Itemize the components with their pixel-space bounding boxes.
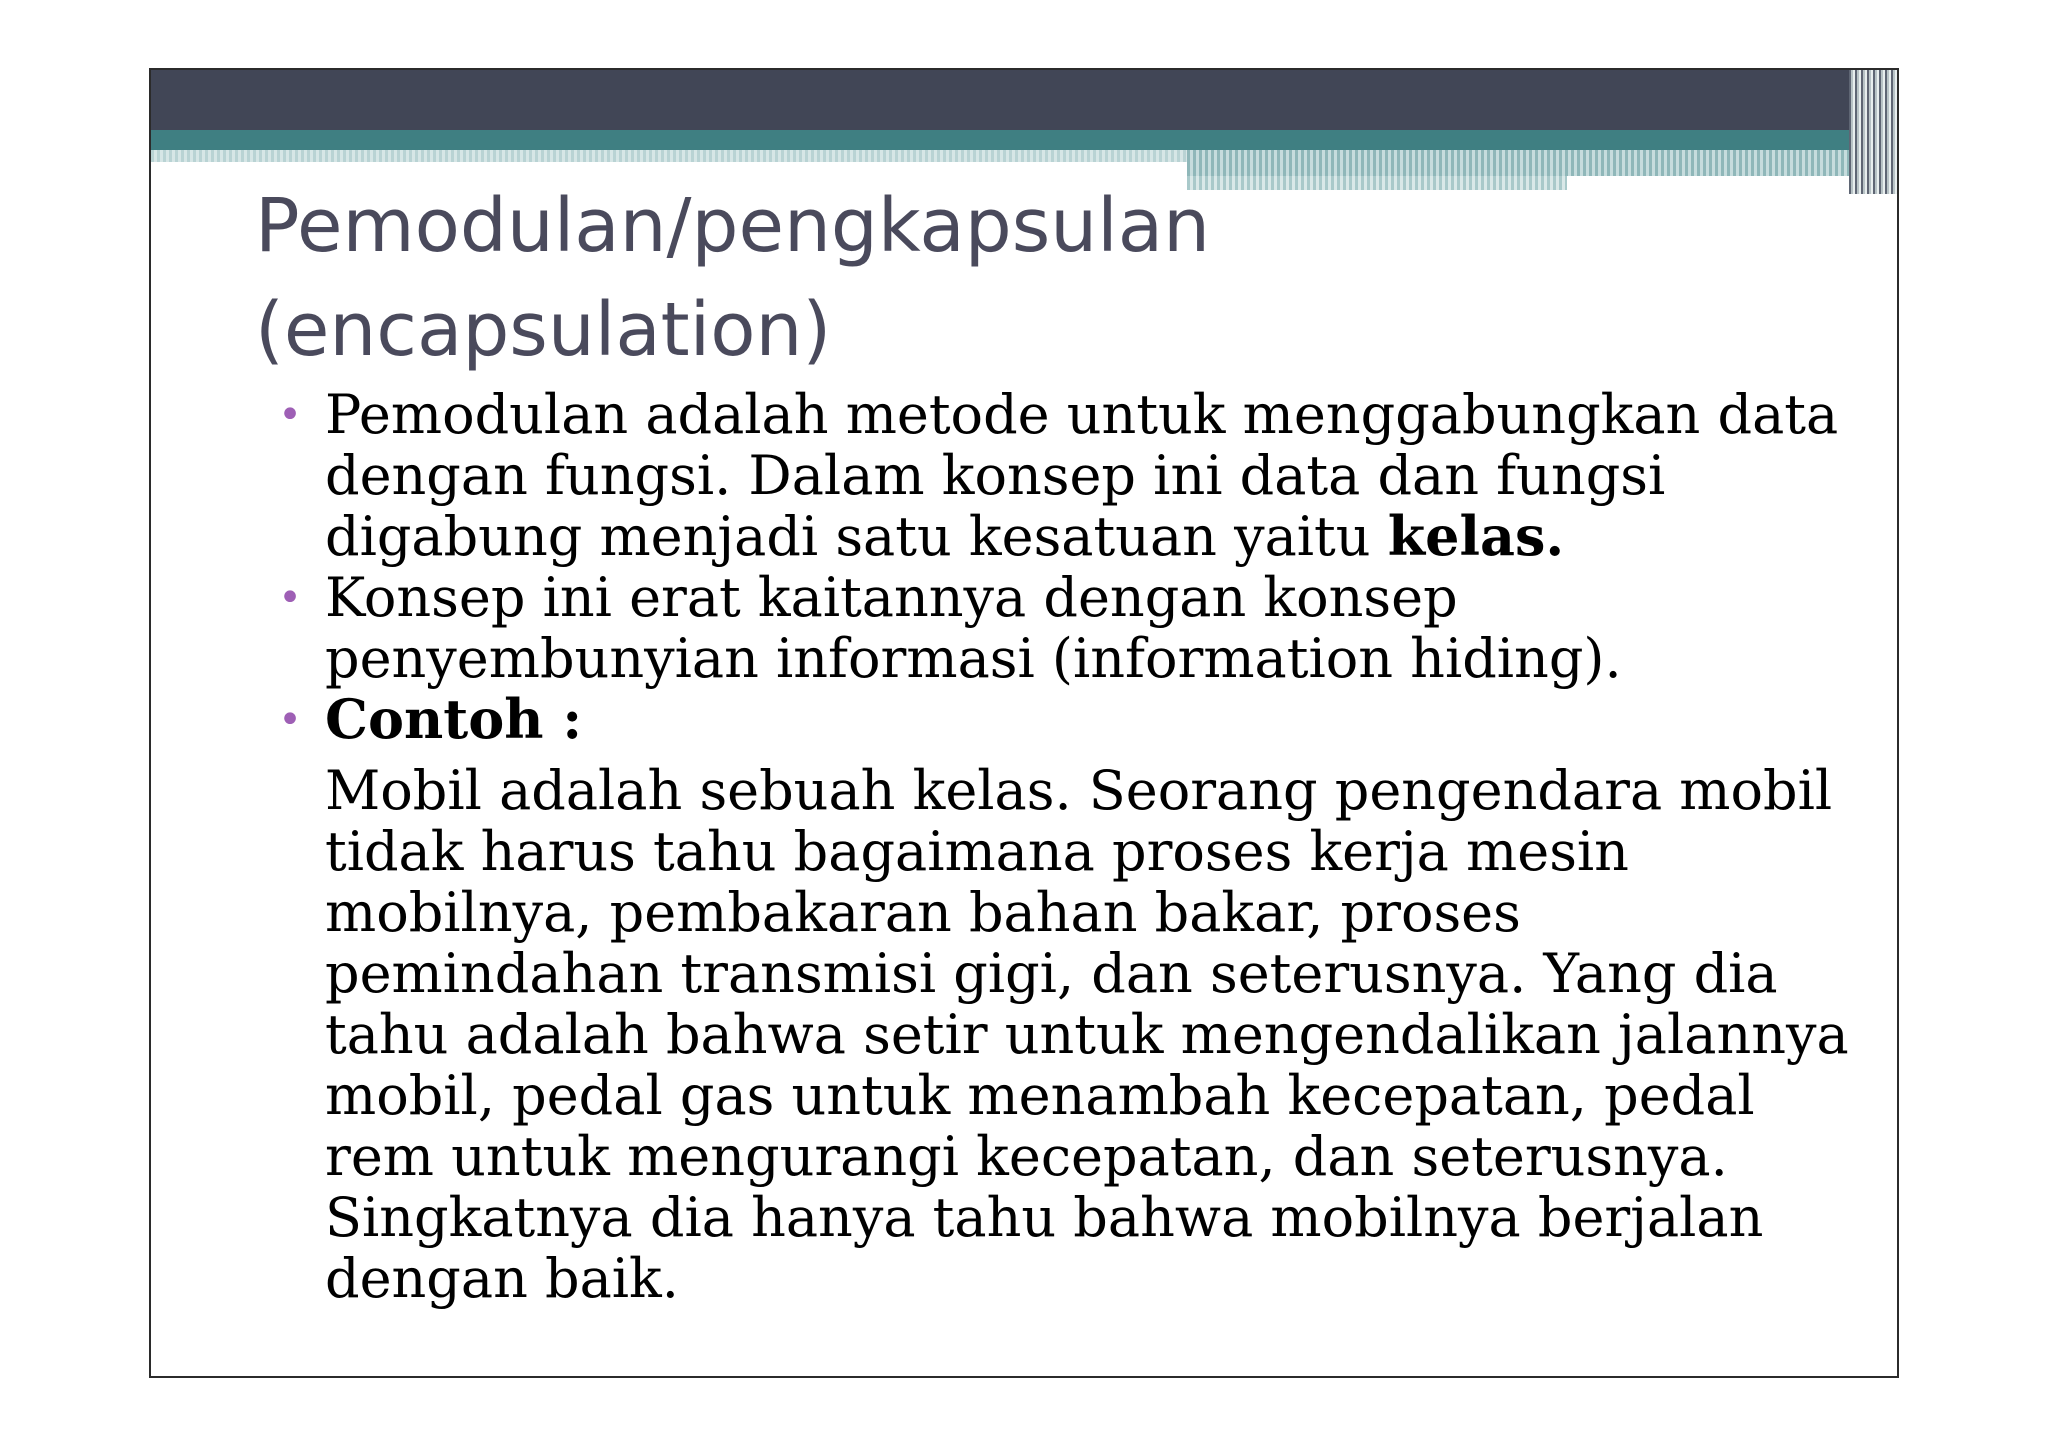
bullet-dot-icon: • [278, 575, 302, 621]
example-heading [325, 689, 1865, 750]
slide [149, 68, 1899, 1378]
example-paragraph: Mobil adalah sebuah kelas. Seorang pengendara mobil tidak harus tahu bagaimana proses kerja mesin mobilnya, pembakaran bahan bakar, proses pemindahan transmisi gigi, dan seterusnya. Yang dia tahu adalah bahwa setir untuk mengendalikan jalannya mobil, pedal gas untuk menambah kecepatan, pedal rem untuk mengurangi kecepatan, dan seterusnya. Singkatnya dia hanya tahu bahwa mobilnya berjalan dengan baik. [325, 759, 1849, 1310]
bullet-dot-icon: • [278, 697, 302, 743]
bullet-item-information-hiding [278, 566, 1865, 690]
bullet-text [325, 384, 1865, 567]
example-label: Contoh : [325, 687, 583, 751]
bullet-text: Konsep ini erat kaitannya dengan konsep penyembunyian informasi (information hiding). [325, 566, 1622, 690]
header-band-light-left [151, 150, 1187, 162]
bullet-text-plain: Pemodulan adalah metode untuk menggabungkan data dengan fungsi. Dalam konsep ini data dan fungsi digabung menjadi satu kesatuan yaitu [325, 383, 1839, 568]
header-band-teal [151, 130, 1897, 150]
bullet-item-encapsulation [278, 383, 1865, 568]
header-edge-stripes [1849, 70, 1897, 194]
bullet-item-example [278, 687, 1865, 1310]
bullet-text-bold: kelas. [1387, 504, 1565, 568]
slide-title: Pemodulan/pengkapsulan (encapsulation) [255, 183, 1210, 373]
bullet-dot-icon: • [278, 392, 302, 438]
header-band-light-right [1187, 150, 1899, 176]
header-band-dark [151, 70, 1897, 130]
bullet-list [278, 383, 1865, 1310]
